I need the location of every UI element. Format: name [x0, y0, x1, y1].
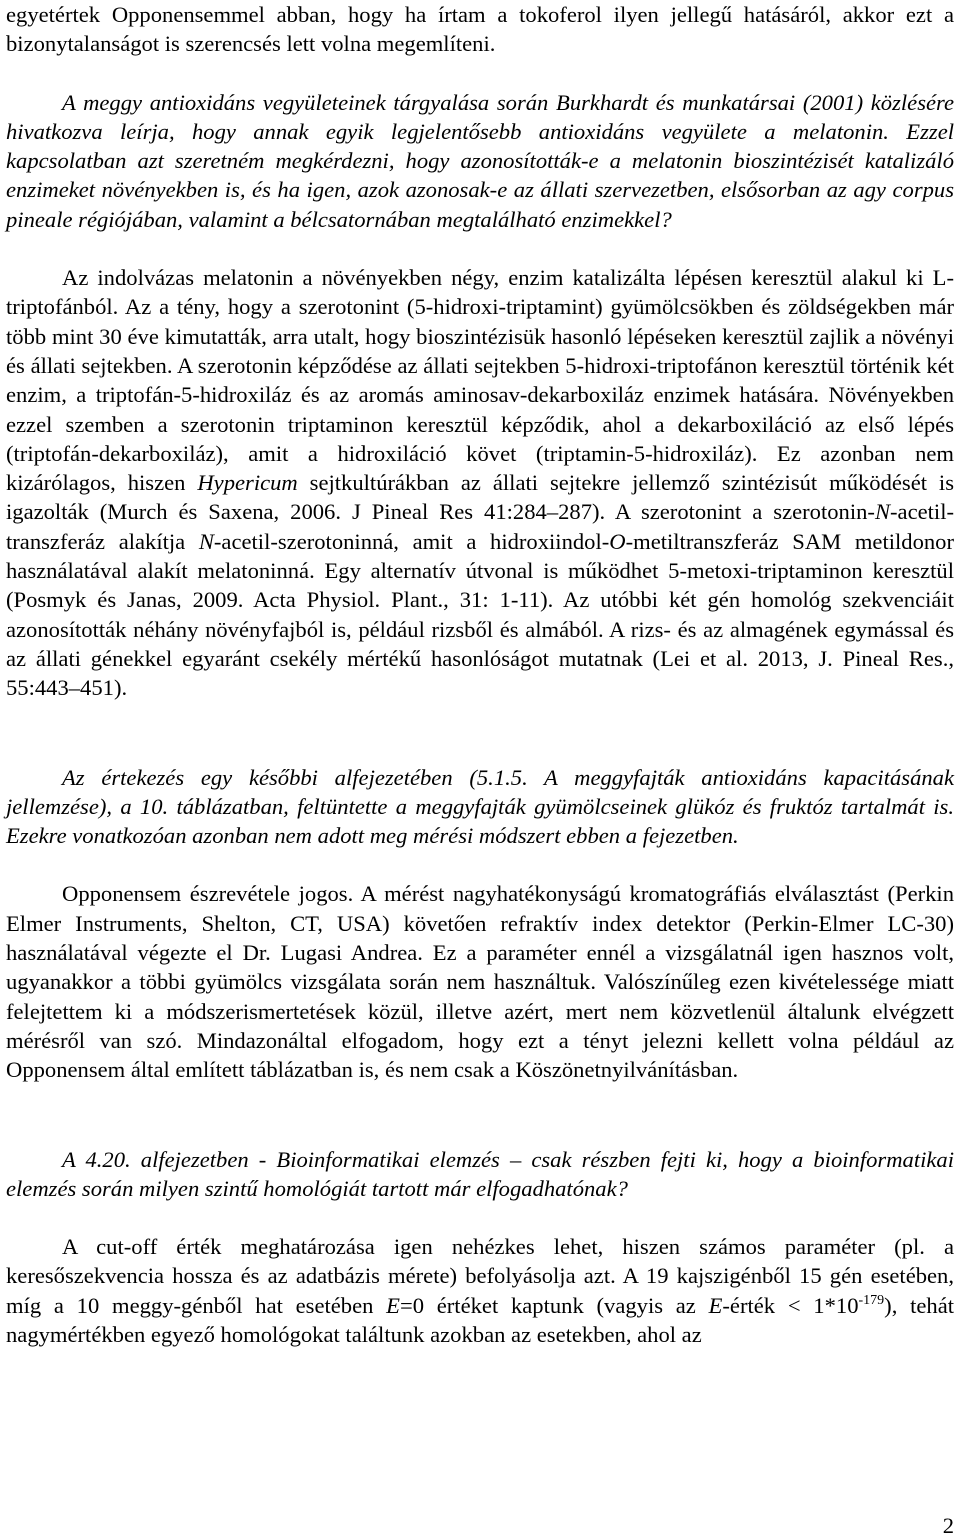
- paragraph-question-sugar: [6, 763, 954, 851]
- paragraph-answer-bioinformatics: [6, 1232, 954, 1349]
- paragraph-continuation: [6, 0, 954, 59]
- italic-text: A meggy antioxidáns vegyületeinek tárgyalása során Burkhardt és munkatársai (2001) közlésére hivatkozva leírja, hogy annak egyik legjelentősebb antioxidáns vegyülete a melatonin. Ezzel kapcsolatban azt szeretném megkérdezni, hogy azonosították-e a melatonin bioszintézisét katalizáló enzimeket növényekben is, és ha igen, azok azonosak-e az állati szervezetben, elsősorban az agy corpus pineale régiójában, valamint a bélcsatornában megtalálható enzimekkel?: [6, 89, 954, 232]
- italic-text: Az értekezés egy későbbi alfejezetében (5.1.5. A meggyfajták antioxidáns kapacitásának jellemzése), a 10. táblázatban, feltüntette a meggyfajták gyümölcseinek glükóz és fruktóz tartalmát is. Ezekre vonatkozóan azonban nem adott meg mérési módszert ebben a fejezetben.: [6, 764, 954, 849]
- page-number: 2: [942, 1513, 954, 1538]
- text-run: -metiltranszferáz SAM metildonor használatával alakít melatoninná. Egy alternatív útvonal is működhet 5-metoxi-triptaminon keresztül (Posmyk és Janas, 2009. Acta Physiol. Plant., 31: 1-11). Az utóbbi két gén homológ szekvenciáit azonosították néhány növényfajból is, például rizsből és almából. A rizs- és az almagének egymással és az állati génekkel egyaránt csekély mértékű hasonlóságot mutatnak (Lei et al. 2013, J. Pineal Res., 55:443–451).: [6, 528, 955, 701]
- italic-text: N: [874, 499, 891, 525]
- paragraph-question-melatonin: [6, 88, 954, 234]
- italic-text: A 4.20. alfejezetben - Bioinformatikai elemzés – csak részben fejti ki, hogy a bioinformatikai elemzés során milyen szintű homológiát tartott már elfogadhatónak?: [6, 1146, 954, 1201]
- text-run: -acetil-szerotoninná, amit a hidroxiindol-: [213, 528, 610, 554]
- text-run: -acetil-transzferáz alakítja: [6, 499, 954, 554]
- text-run: =0 értéket kaptunk (vagyis az: [399, 1292, 709, 1318]
- italic-text: Hypericum: [197, 470, 298, 496]
- text-run: Opponensem észrevétele jogos. A mérést nagyhatékonyságú kromatográfiás elválasztást (Perkin Elmer Instruments, Shelton, CT, USA) követően refraktív index detektor (Perkin-Elmer LC-30) használatával végezte el Dr. Lugasi Andrea. Ez a paraméter ennél a vizsgálatnál igen hasznos volt, ugyanakkor a többi gyümölcs vizsgálata során nem használtuk. Valószínűleg ezen kivételessége miatt felejtettem ki a módszerismertetések közül, illetve azért, mert nem közvetlenül általunk elvégzett mérésről van szó. Mindazonáltal elfogadom, hogy ezt a tényt jelezni kellett volna például az Opponensem által említett táblázatban is, és nem csak a Köszönetnyilvánításban.: [6, 881, 954, 1083]
- italic-text: E: [708, 1292, 723, 1318]
- italic-text: N: [198, 528, 214, 554]
- paragraph-answer-sugar: [6, 879, 954, 1084]
- text-run: sejtkultúrákban az állati sejtekre jellemző szintézisút működését is igazolták (Murch és Saxena, 2006. J Pineal Res 41:284–287). A szerotonint a szerotonin-: [6, 470, 954, 525]
- paragraph-answer-melatonin: [6, 263, 954, 702]
- superscript-text: -179: [858, 1292, 885, 1308]
- text-run: egyetértek Opponensemmel abban, hogy ha írtam a tokoferol ilyen jellegű hatásáról, akkor ezt a bizonytalanságot is szerencsés lett volna megemlíteni.: [6, 2, 954, 57]
- italic-text: O: [609, 528, 626, 554]
- text-run: Az indolvázas melatonin a növényekben négy, enzim katalizálta lépésen keresztül alakul ki L-triptofánból. Az a tény, hogy a szerotonint (5-hidroxi-triptamint) gyümölcsökben és zöldségekben már több mint 30 éve kimutatták, arra utalt, hogy bioszintézisük hasonló lépéseken keresztül zajlik a növényi és állati sejtekben. A szerotonin képződése az állati sejtekben 5-hidroxi-triptofánon keresztül történik két enzim, a triptofán-5-hidroxiláz és az aromás aminosav-dekarboxiláz enzimek hatására. Növényekben ezzel szemben a szerotonin triptaminon keresztül képződik, ahol a dekarboxiláció az első lépés (triptofán-dekarboxiláz), amit a hidroxiláció követ (triptamin-5-hidroxiláz). Ez azonban nem kizárólagos, hiszen: [6, 265, 954, 496]
- text-run: ), tehát nagymértékben egyező homológokat találtunk azokban az esetekben, ahol az: [6, 1292, 954, 1347]
- document-page: [6, 0, 954, 1349]
- paragraph-question-bioinformatics: [6, 1145, 954, 1204]
- text-run: A cut-off érték meghatározása igen nehézkes lehet, hiszen számos paraméter (pl. a keresőszekvencia hossza és az adatbázis mérete) befolyásolja azt. A 19 kajszigénből 15 gén esetében, míg a 10 meggy-génből hat esetében: [6, 1234, 954, 1318]
- text-run: -érték < 1*10: [722, 1292, 859, 1318]
- italic-text: E: [386, 1292, 400, 1318]
